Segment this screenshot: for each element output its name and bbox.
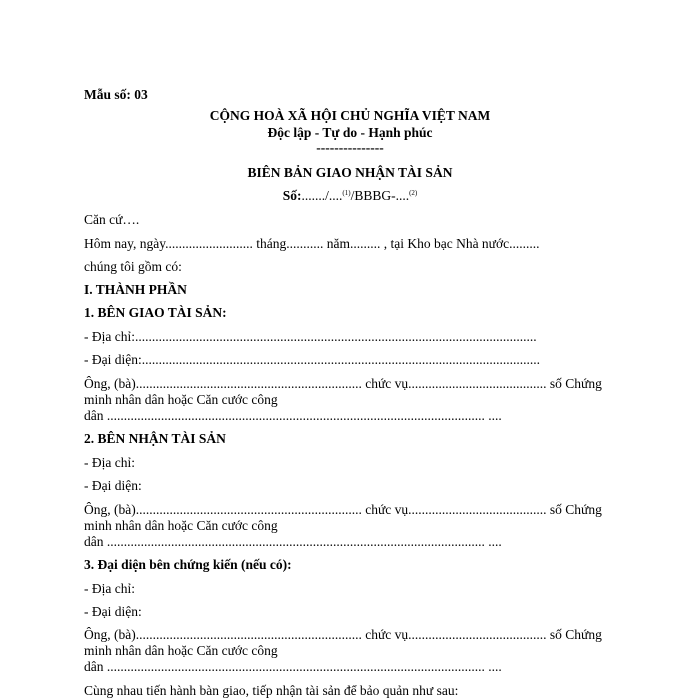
doc-number-part1: ......./.... bbox=[301, 188, 343, 203]
party-person: Ông, (bà)................................................................... chức vụ......................................... số Chứng bbox=[84, 502, 602, 517]
section-composition: I. THÀNH PHẦN bbox=[84, 282, 187, 297]
party-id-line1: minh nhân dân hoặc Căn cước công bbox=[84, 518, 278, 533]
doc-number-note2: (2) bbox=[409, 189, 418, 197]
party-address: - Địa chỉ: bbox=[84, 455, 135, 470]
party-person: Ông, (bà)................................................................... chức vụ......................................... số Chứng bbox=[84, 376, 602, 391]
party-heading: 1. BÊN GIAO TÀI SẢN: bbox=[84, 305, 227, 320]
party-id-line1: minh nhân dân hoặc Căn cước công bbox=[84, 643, 278, 658]
closing-text: Cùng nhau tiến hành bàn giao, tiếp nhận tài sản để bảo quản như sau: bbox=[84, 683, 459, 698]
party-id-line1: minh nhân dân hoặc Căn cước công bbox=[84, 392, 278, 407]
doc-number-part2: /BBBG-.... bbox=[350, 188, 410, 203]
doc-number-prefix: Số: bbox=[282, 188, 302, 203]
party-representative: - Đại diện: bbox=[84, 478, 142, 493]
header-divider: --------------- bbox=[316, 140, 384, 155]
motto: Độc lập - Tự do - Hạnh phúc bbox=[267, 125, 433, 140]
party-address: - Địa chỉ:....................................................................................................................... bbox=[84, 329, 537, 344]
doc-number-note1: (1) bbox=[342, 189, 351, 197]
party-id-line2: dân ................................................................................................................ .... bbox=[84, 659, 502, 674]
date-location-text: Hôm nay, ngày.......................... tháng........... năm......... , tại Kho bạc Nhà nước......... bbox=[84, 236, 540, 251]
party-representative: - Đại diện: bbox=[84, 604, 142, 619]
party-person: Ông, (bà)................................................................... chức vụ......................................... số Chứng bbox=[84, 627, 602, 642]
basis-text: Căn cứ…. bbox=[84, 212, 140, 227]
party-representative: - Đại diện:...................................................................................................................... bbox=[84, 352, 540, 367]
form-number: Mẫu số: 03 bbox=[84, 87, 148, 102]
party-id-line2: dân ................................................................................................................ .... bbox=[84, 408, 502, 423]
party-id-line2: dân ................................................................................................................ .... bbox=[84, 534, 502, 549]
attendees-intro: chúng tôi gồm có: bbox=[84, 259, 182, 274]
party-heading: 3. Đại diện bên chứng kiến (nếu có): bbox=[84, 557, 292, 572]
party-address: - Địa chỉ: bbox=[84, 581, 135, 596]
document-number bbox=[0, 189, 700, 203]
document-title: BIÊN BẢN GIAO NHẬN TÀI SẢN bbox=[247, 165, 453, 180]
party-heading: 2. BÊN NHẬN TÀI SẢN bbox=[84, 431, 226, 446]
country-header: CỘNG HOÀ XÃ HỘI CHỦ NGHĨA VIỆT NAM bbox=[209, 108, 491, 123]
